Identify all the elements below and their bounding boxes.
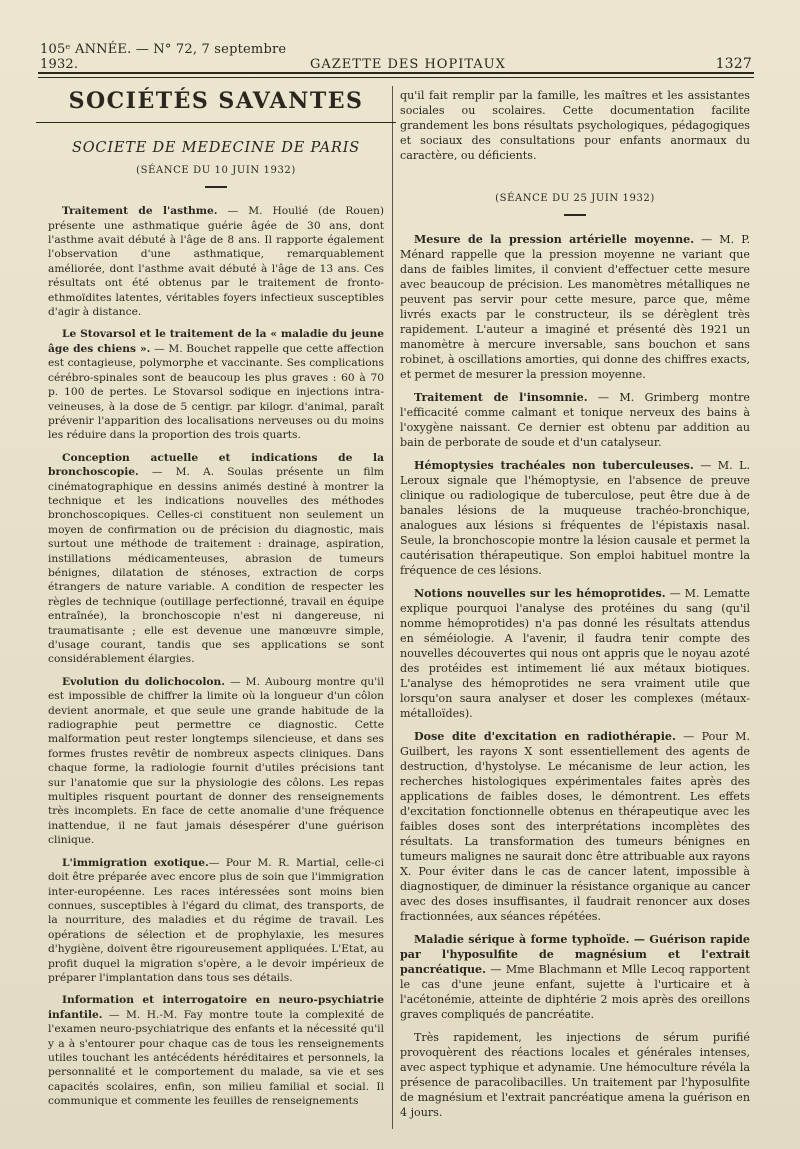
section-title: SOCIÉTÉS SAVANTES [68,88,364,114]
article-text: — Pour M. R. Martial, celle-ci doit être préparée avec encore plus de soin que l'immigration inter-européenne. Les races intéressées sont moins bien connues, susceptibles à l'égard du climat, des transports, de la nourriture, des maladies et du régime de travail. Les opérations de sélection et de prophylaxie, les mesures d'hygiène, doivent être rigoureusement appliquées. L'Etat, au profit duquel la migration s'opère, a le devoir impérieux de préparer l'implantation dans tous ses détails. [48,855,385,984]
article-heading: Maladie sérique à forme typhoïde. — Guérison rapide par l'hyposulfite de magnésium et l'extrait pancréatique. [400,933,750,976]
issue-info: 105ᵉ ANNÉE. — N° 72, 7 septembre 1932. [40,42,287,72]
article-heading: Evolution du dolichocolon. [62,674,225,688]
seance-date: (SÉANCE DU 10 JUIN 1932) [136,164,296,176]
spacer [400,171,750,191]
article-text: — M. H.-M. Fay montre toute la complexité de l'examen neuro-psychiatrique des enfants et la nécessité qu'il y a à s'entourer pour chaque cas de tous les renseignements utiles touchant les antécédents héréditaires et personnels, la personnalité et le comportement du malade, sa vie et ses capacités scolaires, enfin, son milieu familial et social. Il communique et commente les feuilles de renseignements [48,1007,384,1108]
article-heading: Information et interrogatoire en neuro-psychiatrie infantile. [48,993,384,1021]
article-heading: Traitement de l'insomnie. [414,391,588,404]
short-rule [205,186,227,188]
article-text: — M. Bouchet rappelle que cette affection est contagieuse, polymorphe et vaccinante. Ses complications cérébro-spinales sont de beaucoup les plus graves : 60 à 70 p. 100 de pertes. Le Stovarsol sodique en injections intra-veineuses, à la dose de 5 centigr. par kilogr. d'animal, paraît prévenir l'apparition des localisations nerveuses ou du moins les réduire dans la proportion des trois quarts. [48,341,384,442]
article [48,451,384,667]
article [48,327,384,442]
page-number: 1327 [715,56,752,72]
seance-date: (SÉANCE DU 25 JUIN 1932) [495,193,655,204]
article-text: — M. P. Ménard rappelle que la pression moyenne ne variant que dans de faibles limites, il convient d'effectuer cette mesure avec beaucoup de précision. Les manomètres métalliques ne peuvent pas servir pour cette mesure, parce que, même livrés exacts par le constructeur, ils se dérèglent très rapidement. L'auteur a imaginé et présenté dès 1921 un manomètre à mercure inversable, sans bouchon et sans robinet, à oscillations amorties, qui donne des chiffres exacts, et permet de mesurer la pression moyenne. [400,233,750,381]
article [400,729,750,924]
page-header [40,42,752,72]
article-heading: Notions nouvelles sur les hémoprotides. [414,587,666,600]
article-heading: Le Stovarsol et le traitement de la « maladie du jeune âge des chiens ». [48,327,384,355]
article-text: — M. Houlié (de Rouen) présente une asthmatique guérie âgée de 30 ans, dont l'asthme avait débuté à l'âge de 8 ans. Il rapporte également l'observation d'une asthmatique, remarquablement améliorée, dont l'asthme avait débuté à l'âge de 13 ans. Ces résultats ont été obtenus par le traitement de fronto-ethmoïdites latentes, véritables foyers infectieux susceptibles d'agir à distance. [48,204,384,319]
article-paragraph: Très rapidement, les injections de sérum purifié provoquèrent des réactions locales et générales intenses, avec aspect typhique et adynamie. Une hémoculture révéla la présence de paracolibacilles. Un traitement par l'hyposulfite de magnésium et l'extrait pancréatique amena la guérison en 4 jours. [400,1031,750,1119]
article-heading: Conception actuelle et indications de la bronchoscopie. [48,450,384,479]
short-rule [564,214,586,216]
column-divider [392,86,393,1129]
article-text: — M. Lematte explique pourquoi l'analyse des protéines du sang (qu'il nomme hémoprotides) n'a pas donné les résultats attendus en séméiologie. A l'avenir, il faudra tenir compte des nouvelles découvertes qui nous ont appris que le noyau azoté des protéides est intimement lié aux métaux biotiques. L'analyse des hémoprotides ne sera vraiment utile que lorsqu'on saura analyser et doser les complexes (métaux-métalloïdes). [400,587,750,720]
right-column [400,88,750,1128]
article-heading: Hémoptysies trachéales non tuberculeuses. [414,459,694,472]
article-heading: L'immigration exotique. [62,855,209,869]
article-text: — M. Aubourg montre qu'il est impossible de chiffrer la limite où la longueur d'un côlon devient anormale, et que seule une grande habitude de la radiographie peut permettre ce diagnostic. Cette malformation peut rester longtemps silencieuse, et dans ses formes frustes revêtir de nombreux aspects cliniques. Dans chaque forme, la radiologie fournit d'utiles précisions tant sur l'anatomie que sur la physiologie des côlons. Les repas multiples risquent pourtant de donner des renseignements très incomplets. En face de cette anomalie d'une fréquence inattendue, il ne faut jamais désespérer d'une guérison clinique. [48,674,384,847]
journal-title: GAZETTE DES HOPITAUX [310,57,506,72]
article [400,232,750,382]
article [400,586,750,721]
title-rule [36,122,396,123]
header-rule [38,72,754,74]
article [48,993,384,1108]
article [48,856,384,986]
article [400,458,750,578]
continuation-text: qu'il fait remplir par la famille, les maîtres et les assistantes sociales ou scolaires. Cette documentation facilite grandement les bons résultats psychologiques, pédagogiques et sociaux des consultations pour enfants anormaux du caractère, ou déficients. [400,89,750,162]
left-column [48,84,384,1117]
article-text: — Pour M. Guilbert, les rayons X sont essentiellement des agents de destruction, d'hystolyse. Le mécanisme de leur action, les recherches histologiques expérimentales faites après des applications de faibles doses, le démontrent. Les effets d'excitation fonctionnelle obtenus en thérapeutique avec les faibles doses sont des interprétations incomplètes des résultats. La transformation des tumeurs bénignes en tumeurs malignes ne saurait donc être attribuable aux rayons X. Pour éviter dans le cas de cancer latent, impossible à diagnostiquer, de diminuer la résistance organique au cancer avec des doses insuffisantes, il faudrait renoncer aux doses fractionnées, aux séances répétées. [400,730,750,923]
article [48,675,384,848]
article-text: — M. L. Leroux signale que l'hémoptysie, en l'absence de preuve clinique ou radiologique de tuberculose, peut être due à de banales lésions de la muqueuse trachéo-bronchique, analogues aux lésions si fréquentes de l'épistaxis nasal. Seule, la bronchoscopie montre la lésion causale et permet la cautérisation thérapeutique. Son emploi habituel montre la fréquence de ces lésions. [400,459,750,577]
article [48,204,384,319]
article [400,390,750,450]
header-rule-thin [38,77,754,78]
article-heading: Mesure de la pression artérielle moyenne. [414,233,695,246]
article-text: — M. A. Soulas présente un film cinématographique en dessins animés destiné à montrer la technique et les indications nouvelles des méthodes bronchoscopiques. Celles-ci constituent non seulement un moyen de confirmation ou de précision du diagnostic, mais surtout une méthode de traitement : drainage, aspiration, instillations médicamenteuses, abrasion de tumeurs bénignes, dilatation de sténoses, extraction de corps étrangers de nature variable. A condition de respecter les règles de technique (outillage perfectionné, travail en équipe entraînée), la bronchoscopie n'est ni dangereuse, ni traumatisante ; elle est devenue une manœuvre simple, d'usage courant, tandis que ses applications se sont considérablement élargies. [48,465,384,666]
article-text: — Mme Blachmann et Mlle Lecoq rapportent le cas d'une jeune enfant, sujette à l'urticaire et à l'acétonémie, atteinte de diphtérie 2 mois après des oreillons graves compliqués de pancréatite. [400,963,750,1021]
article-heading: Dose dite d'excitation en radiothérapie. [414,730,676,743]
article [400,932,750,1022]
society-name: SOCIETE DE MEDECINE DE PARIS [72,140,360,157]
article-heading: Traitement de l'asthme. [62,204,218,218]
article-text: — M. Grimberg montre l'efficacité comme calmant et tonique nerveux des bains à l'oxygène naissant. Ce dernier est obtenu par addition au bain de perborate de soude et d'un catalyseur. [400,391,750,449]
